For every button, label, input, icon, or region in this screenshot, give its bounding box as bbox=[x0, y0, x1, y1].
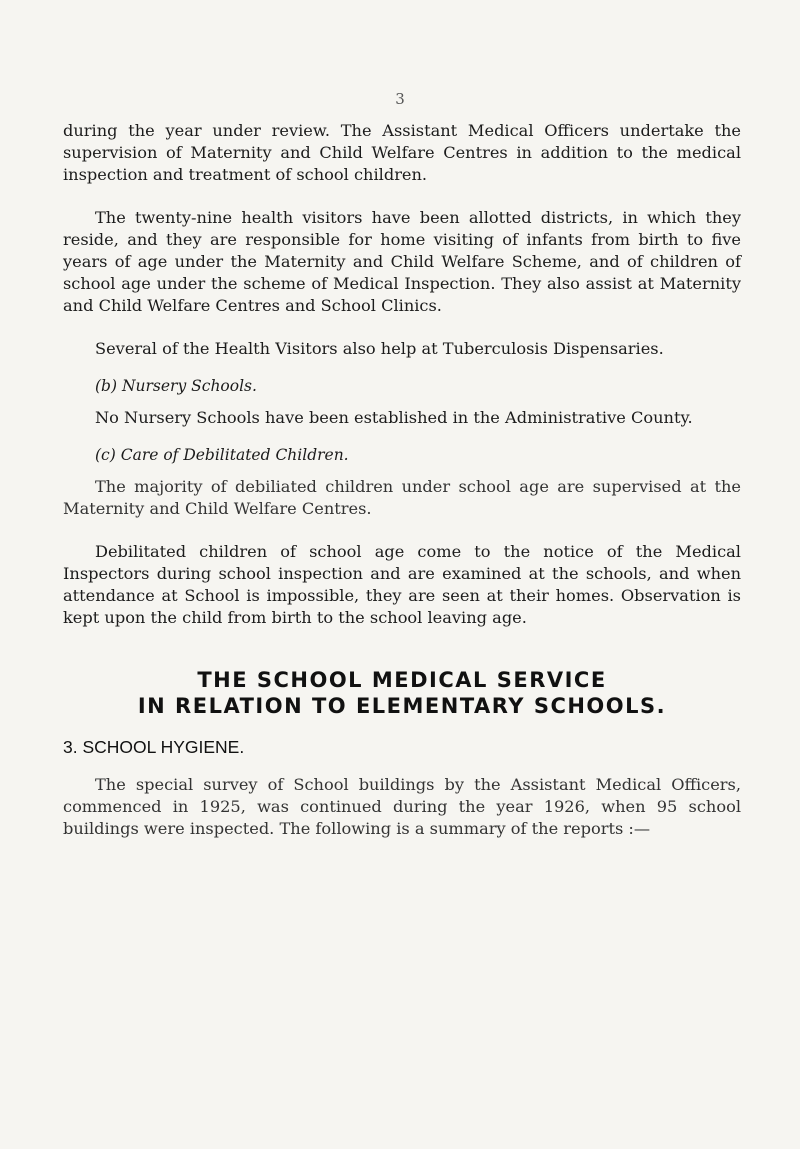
paragraph-tuberculosis: Several of the Health Visitors also help at Tuberculosis Dispensaries. bbox=[95, 339, 664, 358]
section-heading-line-1: THE SCHOOL MEDICAL SERVICE bbox=[197, 668, 607, 692]
paragraph-health-visitors: The twenty-nine health visitors have been allotted districts, in which they reside, and they are responsible for home visiting of infants from birth to five years of age under the Maternity and Child Welfare Scheme, and of children of school age under the scheme of Medical Inspection. They also assist at Maternity and Child Welfare Centres and School Clinics. bbox=[63, 208, 741, 315]
subheading-letter: (c) bbox=[95, 446, 116, 464]
paragraph-debilitated-school-age: Debilitated children of school age come to the notice of the Medical Inspectors during school inspection and are examined at the schools, and when attendance at School is impossible, they are seen at their homes. Observation is kept upon the child from birth to the school leaving age. bbox=[63, 542, 741, 627]
section-heading-line-2: IN RELATION TO ELEMENTARY SCHOOLS. bbox=[137, 694, 667, 718]
page-number: 3 bbox=[395, 90, 405, 108]
school-hygiene-heading: 3. SCHOOL HYGIENE. bbox=[63, 737, 245, 757]
subheading-nursery-schools bbox=[63, 376, 741, 396]
subheading-title: Nursery Schools. bbox=[121, 377, 257, 395]
subheading-title: Care of Debilitated Children. bbox=[120, 446, 349, 464]
paragraph-school-hygiene: The special survey of School buildings by the Assistant Medical Officers, commenced in 1925, was continued during the year 1926, when 95 school buildings were inspected. The following is a summary of the reports :— bbox=[63, 775, 741, 838]
paragraph-debilitated-under-age: The majority of debiliated children under school age are supervised at the Maternity and Child Welfare Centres. bbox=[63, 477, 741, 518]
subheading-debilitated-children bbox=[63, 445, 741, 465]
subheading-letter: (b) bbox=[95, 377, 118, 395]
section-heading bbox=[63, 667, 741, 719]
paragraph-supervision: during the year under review. The Assistant Medical Officers undertake the supervision of Maternity and Child Welfare Centres in addition to the medical inspection and treatment of school children. bbox=[63, 121, 741, 184]
paragraph-nursery-schools: No Nursery Schools have been established in the Administrative County. bbox=[95, 408, 693, 427]
page-body bbox=[63, 120, 741, 840]
